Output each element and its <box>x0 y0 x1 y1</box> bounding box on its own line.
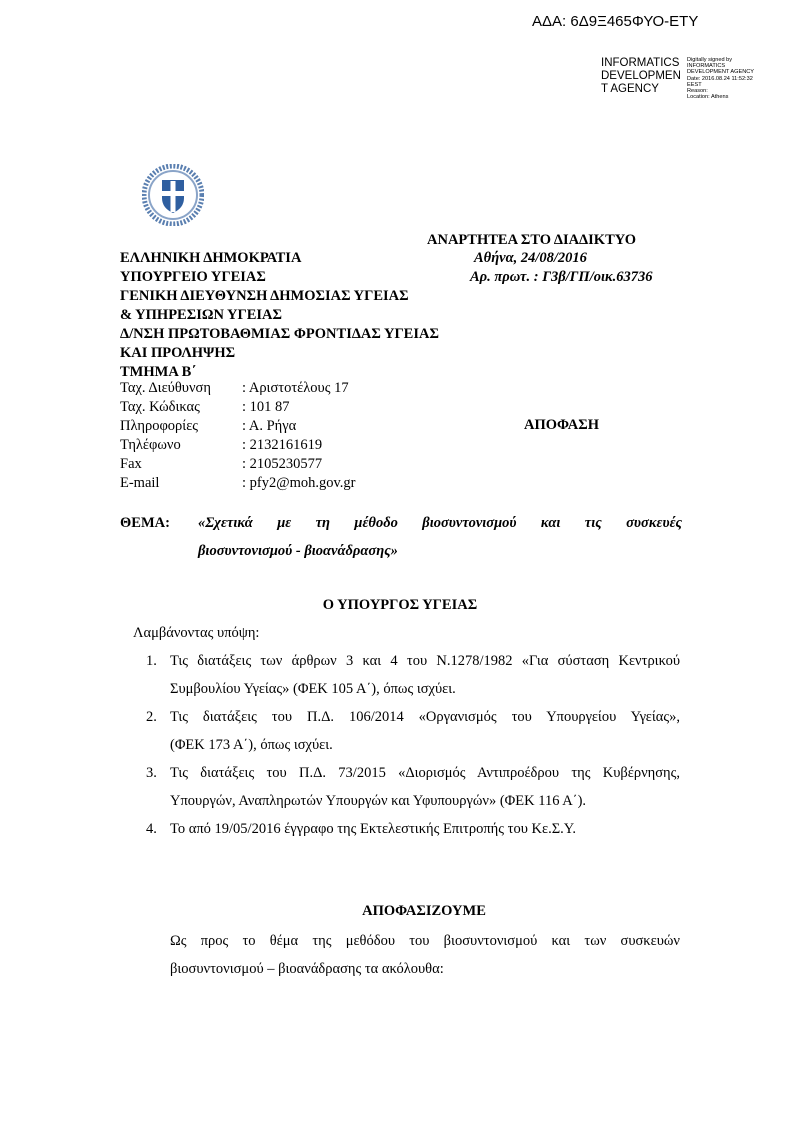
signature-detail-line: DEVELOPMENT AGENCY <box>687 69 755 76</box>
contact-label: Ταχ. Διεύθυνση <box>120 380 211 396</box>
contact-label: Πληροφορίες <box>120 418 199 434</box>
org-header <box>120 249 439 382</box>
subject-label: ΘΕΜΑ: <box>120 515 170 531</box>
contact-row <box>120 455 356 474</box>
contact-row <box>120 436 356 455</box>
item-text: Τις διατάξεις του Π.Δ. 106/2014 «Οργανισμός του Υπουργείου Υγείας», <box>170 709 680 725</box>
decide-text: Ως προς το θέμα της μεθόδου του βιοσυντονισμού και των συσκευών <box>170 933 680 949</box>
item-number: 1. <box>146 653 157 669</box>
signature-agency-line: DEVELOPMEN <box>601 70 681 82</box>
signature-details <box>687 57 754 100</box>
org-line: ΚΑΙ ΠΡΟΛΗΨΗΣ <box>120 345 236 361</box>
item-text: Τις διατάξεις των άρθρων 3 και 4 του Ν.1278/1982 «Για σύσταση Κεντρικού <box>170 653 680 669</box>
decide-text: βιοσυντονισμού – βιοανάδρασης τα ακόλουθα: <box>170 961 444 977</box>
org-line: & ΥΠΗΡΕΣΙΩΝ ΥΓΕΙΑΣ <box>120 307 282 323</box>
item-text: Συμβουλίου Υγείας» (ΦΕΚ 105 Α΄), όπως ισχύει. <box>170 681 456 697</box>
contact-value: : 2132161619 <box>242 437 323 453</box>
item-text: (ΦΕΚ 173 Α΄), όπως ισχύει. <box>170 737 333 753</box>
org-line: ΤΜΗΜΑ Β΄ <box>120 364 197 380</box>
subject-line: βιοσυντονισμού - βιοανάδρασης» <box>198 543 398 559</box>
contact-label: Fax <box>120 456 142 472</box>
ada-code: ΑΔΑ: 6Δ9Ξ465ΦΥΟ-ΕΤΥ <box>532 13 699 30</box>
greek-emblem-icon <box>142 164 204 231</box>
signature-detail-line: EEST <box>687 81 702 88</box>
org-line: ΕΛΛΗΝΙΚΗ ΔΗΜΟΚΡΑΤΙΑ <box>120 250 302 266</box>
item-text: Τις διατάξεις του Π.Δ. 73/2015 «Διορισμός Αντιπροέδρου της Κυβέρνησης, <box>170 765 680 781</box>
decision-label: ΑΠΟΦΑΣΗ <box>524 417 600 433</box>
item-text: Υπουργών, Αναπληρωτών Υπουργών και Υφυπουργών» (ΦΕΚ 116 Α΄). <box>170 793 587 809</box>
signature-detail-line: Reason: <box>687 88 708 95</box>
protocol-number: Αρ. πρωτ. : Γ3β/ΓΠ/οικ.63736 <box>470 269 653 285</box>
contact-row <box>120 417 356 436</box>
minister-title: Ο ΥΠΟΥΡΓΟΣ ΥΓΕΙΑΣ <box>322 597 478 613</box>
contact-value: : 101 87 <box>242 399 290 415</box>
contact-label: Ταχ. Κώδικας <box>120 399 200 415</box>
signature-agency-line: INFORMATICS <box>601 57 680 69</box>
item-text: Το από 19/05/2016 έγγραφο της Εκτελεστικής Επιτροπής του Κε.Σ.Υ. <box>170 821 577 837</box>
place-date: Αθήνα, 24/08/2016 <box>474 250 587 266</box>
contact-value: : pfy2@moh.gov.gr <box>242 475 356 491</box>
contact-value: : Α. Ρήγα <box>242 418 297 434</box>
item-number: 2. <box>146 709 157 725</box>
decide-title: ΑΠΟΦΑΣΙΖΟΥΜΕ <box>362 903 486 919</box>
signature-agency <box>601 57 681 96</box>
org-line: Δ/ΝΣΗ ΠΡΩΤΟΒΑΘΜΙΑΣ ΦΡΟΝΤΙΔΑΣ ΥΓΕΙΑΣ <box>120 326 439 342</box>
contact-label: Τηλέφωνο <box>120 437 181 453</box>
item-number: 4. <box>146 821 157 837</box>
signature-detail-line: Location: Athens <box>687 94 729 101</box>
contact-block <box>120 379 356 493</box>
signature-agency-line: T AGENCY <box>601 83 659 95</box>
signature-detail-line: Digitally signed by <box>687 57 733 63</box>
contact-value: : 2105230577 <box>242 456 323 472</box>
publish-notice: ΑΝΑΡΤΗΤΕΑ ΣΤΟ ΔΙΑΔΙΚΤΥΟ <box>427 232 636 248</box>
org-line: ΓΕΝΙΚΗ ΔΙΕΥΘΥΝΣΗ ΔΗΜΟΣΙΑΣ ΥΓΕΙΑΣ <box>120 288 409 304</box>
subject-line: «Σχετικά με τη μέθοδο βιοσυντονισμού και τις συσκευές <box>198 515 682 531</box>
signature-detail-line: Date: 2016.08.24 11:52:32 <box>687 75 753 82</box>
contact-row <box>120 474 356 493</box>
contact-row <box>120 398 356 417</box>
contact-row <box>120 379 356 398</box>
org-line: ΥΠΟΥΡΓΕΙΟ ΥΓΕΙΑΣ <box>120 269 266 285</box>
considering-intro: Λαμβάνοντας υπόψη: <box>133 625 260 641</box>
contact-value: : Αριστοτέλους 17 <box>242 380 349 396</box>
item-number: 3. <box>146 765 157 781</box>
contact-label: E-mail <box>120 475 160 491</box>
signature-detail-line: INFORMATICS <box>687 63 726 70</box>
